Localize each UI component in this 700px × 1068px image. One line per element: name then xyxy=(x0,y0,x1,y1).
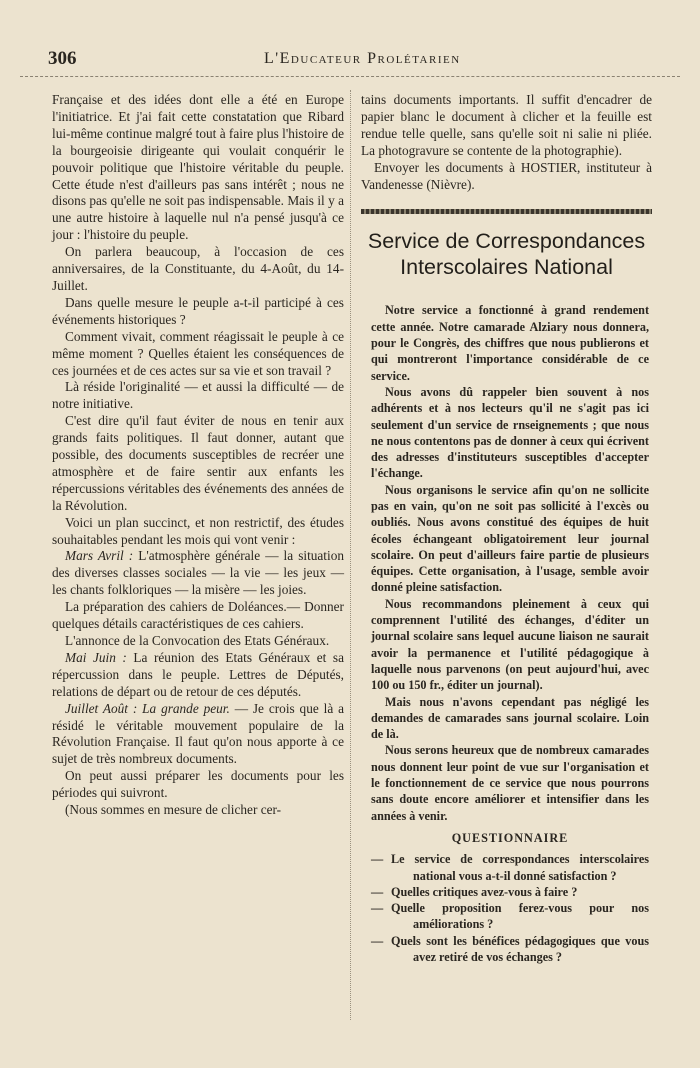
plan-item-text: — Je crois que là a résidé le véritable mouvement populaire de la Révolution Française. Il faut qu'on nous apporte à ce sujet de très nombreux documents. xyxy=(52,700,344,767)
plan-item xyxy=(52,701,344,769)
article-title-line: Service de Correspondances xyxy=(367,229,646,254)
plan-item-text: La réunion des Etats Généraux et sa répercussion dans le peuple. Lettres de Députés, relations de départ ou de retour de ces députés. xyxy=(52,649,345,699)
plan-item-label: Mars Avril : xyxy=(65,548,134,564)
paragraph: Nous recommandons pleinement à ceux qui comprennent l'utilité des échanges, d'éditer un journal scolaire sans lequel aucune liaison ne saurait avoir la permanence et l'utilité pédagogique à laquelle nous parvenons (on peut aujourd'hui, avec 100 ou 150 fr., éditer un journal). xyxy=(371,596,649,693)
paragraph: (Nous sommes en mesure de clicher cer- xyxy=(65,802,282,818)
plan-item-text: La préparation des cahiers de Doléances.— Donner quelques détails caractéristiques de ces cahiers. xyxy=(52,599,344,632)
column-divider xyxy=(350,90,351,1020)
paragraph: Française et des idées dont elle a été en Europe l'initiatrice. Et j'ai fait cette constatation que Ribard lui-même continue malgré tout à faire plus l'histoire de la bourgeoisie dirigeante qui voulait conquérir le pouvoir politique que l'histoire véritable du peuple. Cette étude n'est d'ailleurs pas sans intérêt ; nous ne disons pas qu'elle ne soit pas indispensable. Mais il y a une autre histoire à laquelle nul n'a pensé jusqu'à ce jour : l'histoire du peuple. xyxy=(52,92,344,243)
questionnaire-list xyxy=(371,851,649,965)
paragraph: Nous organisons le service afin qu'on ne sollicite pas en vain, qu'on ne soit pas sollicité à l'excès ou oubliés. Nous avons constitué des équipes de huit écoles échangeant obligatoirement leur journal scolaire. On peut d'ailleurs faire partie de plusieurs équipes. Cette organisation, à l'usage, semble avoir donné pleine satisfaction. xyxy=(371,482,649,595)
paragraph: Dans quelle mesure le peuple a-t-il participé à ces événements historiques ? xyxy=(52,294,344,327)
paragraph: Envoyer les documents à HOSTIER, instituteur à Vandenesse (Nièvre). xyxy=(361,159,652,192)
paragraph: On peut aussi préparer les documents pour les périodes qui suivront. xyxy=(52,768,344,801)
article-title-line: Interscolaires National xyxy=(400,255,613,280)
plan-item xyxy=(52,599,344,633)
question-dash: — xyxy=(371,901,384,916)
page-header xyxy=(20,46,680,77)
paragraph: tains documents importants. Il suffit d'encadrer de papier blanc le document à clicher et la feuille est rendue telle quelle, sans qu'elle soit ni salie ni pliée. La photogravure se contente de la photographie). xyxy=(361,92,652,158)
question-item xyxy=(371,884,649,900)
section-rule xyxy=(361,209,652,214)
article-title xyxy=(361,228,652,280)
question-item xyxy=(371,851,649,884)
question-item xyxy=(371,933,649,966)
question-dash: — xyxy=(371,884,384,899)
plan-item xyxy=(52,633,344,650)
plan-item-text: L'annonce de la Convocation des Etats Généraux. xyxy=(65,633,330,648)
plan-item-label: Juillet Août : La grande peur. xyxy=(65,700,230,716)
paragraph: Nous avons dû rappeler bien souvent à nos adhérents et à nos lecteurs qu'il ne s'agit pas ici seulement d'un service de rnseignements ; que nous ne nous contentons pas de donner à ceux qui écrivent des adresses d'instituteurs susceptibles d'accepter l'échange. xyxy=(371,384,649,481)
question-text: Quels sont les bénéfices pédagogiques que vous avez retiré de vos échanges ? xyxy=(391,933,649,965)
question-dash: — xyxy=(371,933,384,948)
article-body xyxy=(361,302,652,965)
question-text: Quelles critiques avez-vous à faire ? xyxy=(391,884,578,899)
plan-item-label: Mai Juin : xyxy=(65,649,127,665)
paragraph: Nous serons heureux que de nombreux camarades nous donnent leur point de vue sur l'organisation et le fonctionnement de ce service que nous pourrons sans doute encore améliorer et intensifier dans les années à venir. xyxy=(371,743,649,823)
question-text: Quelle proposition ferez-vous pour nos améliorations ? xyxy=(391,901,649,932)
paragraph: On parlera beaucoup, à l'occasion de ces anniversaires, de la Constituante, du 4-Août, du 14-Juillet. xyxy=(52,244,344,293)
plan-item xyxy=(52,548,344,599)
question-dash: — xyxy=(371,852,384,867)
paragraph: Mais nous n'avons cependant pas négligé les demandes de camarades sans journal scolaire. Loin de là. xyxy=(371,694,649,742)
questionnaire-title: QUESTIONNAIRE xyxy=(451,830,569,845)
left-column xyxy=(52,92,344,819)
paragraph: Là réside l'originalité — et aussi la difficulté — de notre initiative. xyxy=(52,379,344,412)
right-column xyxy=(361,92,652,965)
paragraph: C'est dire qu'il faut éviter de nous en tenir aux grands faits politiques. Il faut donner, autant que possible, des documents susceptibles de recréer une atmosphère et de faire sentir aux enfants les répercussions véritables des événements des années de la Révolution. xyxy=(52,413,344,513)
plan-item xyxy=(52,650,344,701)
paragraph: Comment vivait, comment réagissait le peuple à ce même moment ? Quelles étaient les conséquences de ces journées et de ces actes sur sa vie et son travail ? xyxy=(52,328,344,378)
journal-title: L'Educateur Prolétarien xyxy=(264,50,461,67)
continuation-text xyxy=(361,92,652,193)
paragraph: Notre service a fonctionné à grand rendement cette année. Notre camarade Alziary nous donnera, pour le Congrès, des chiffres que nous publierons et qui montreront l'importance considérable de ce service. xyxy=(371,303,649,383)
question-item xyxy=(371,900,649,933)
question-text: Le service de correspondances interscolaires national vous a-t-il donné satisfaction ? xyxy=(391,852,649,883)
page-number: 306 xyxy=(48,48,77,69)
plan-item-text: L'atmosphère générale — la situation des diverses classes sociales — la vie — les jeux — les chants folkloriques — la misère — les joies. xyxy=(52,548,344,598)
paragraph: Voici un plan succinct, et non restrictif, des études souhaitables pendant les mois qui vont venir : xyxy=(52,514,344,547)
